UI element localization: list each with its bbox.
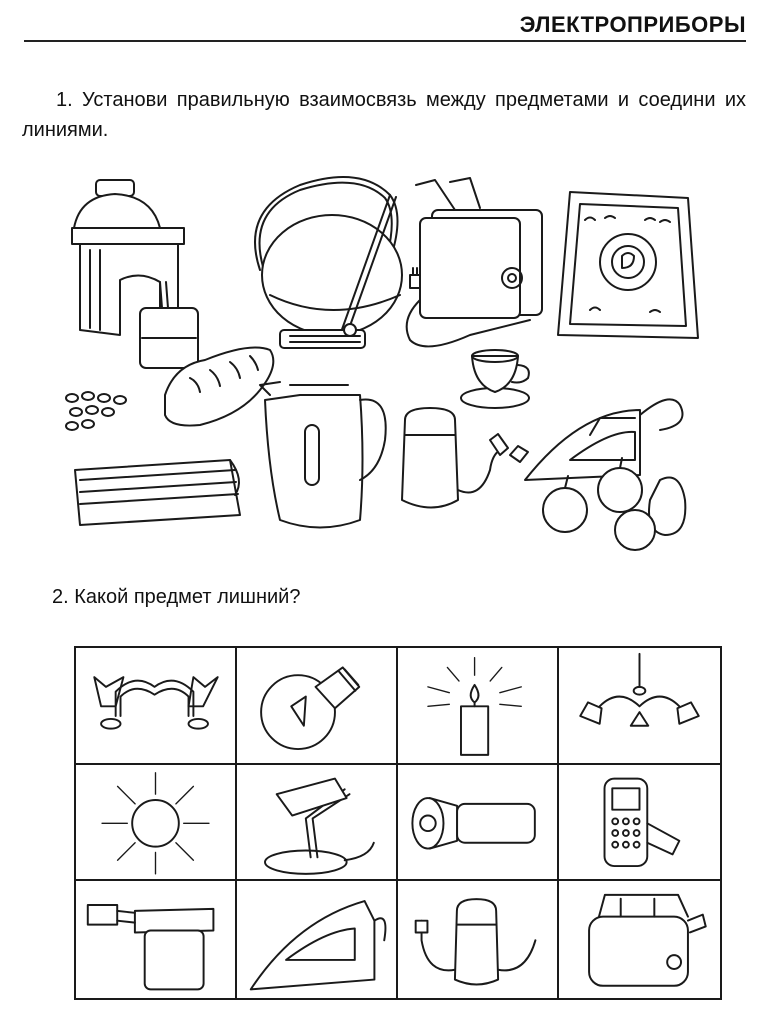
toaster-icon[interactable] (407, 178, 542, 346)
grid-cell-chandelier[interactable] (559, 648, 720, 765)
grid-cell-coffee-grinder[interactable] (398, 881, 559, 998)
kettle-icon[interactable] (260, 382, 386, 528)
page-header (24, 10, 746, 42)
mobile-phone-icon (559, 765, 720, 880)
wall-sconce-icon (76, 648, 235, 763)
toaster-icon (559, 881, 720, 998)
coffee-grinder-icon (398, 881, 557, 998)
grid-cell-iron[interactable] (237, 881, 398, 998)
towels-icon[interactable] (75, 460, 240, 525)
grid-cell-desk-lamp[interactable] (237, 765, 398, 882)
candle-icon (398, 648, 557, 763)
desk-lamp-icon (237, 765, 396, 880)
task-1-instruction: 1. Установи правильную взаимосвязь между предметами и соедини их линиями. (22, 89, 746, 141)
grid-cell-sun[interactable] (76, 765, 237, 882)
vacuum-cleaner-icon[interactable] (255, 177, 402, 348)
rug-icon[interactable] (558, 192, 698, 338)
mixer-icon (76, 881, 235, 998)
iron-icon[interactable] (525, 399, 683, 480)
sun-icon (76, 765, 235, 880)
cup-icon[interactable] (461, 350, 529, 408)
grid-cell-toaster[interactable] (559, 881, 720, 998)
task-1-illustration (60, 170, 710, 565)
grid-cell-wall-sconce[interactable] (76, 648, 237, 765)
coffee-beans-icon[interactable] (66, 392, 126, 430)
flashlight-icon (398, 765, 557, 880)
light-bulb-icon (237, 648, 396, 763)
chandelier-icon (559, 648, 720, 763)
task-2-instruction: 2. Какой предмет лишний? (52, 586, 301, 608)
juicer-icon[interactable] (72, 180, 198, 368)
grid-cell-light-bulb[interactable] (237, 648, 398, 765)
page-title: ЭЛЕКТРОПРИБОРЫ (519, 12, 746, 37)
odd-one-out-grid (74, 646, 722, 1000)
iron-icon (237, 881, 396, 998)
grid-cell-mixer[interactable] (76, 881, 237, 998)
grid-cell-mobile-phone[interactable] (559, 765, 720, 882)
coffee-grinder-icon[interactable] (402, 408, 528, 508)
grid-cell-flashlight[interactable] (398, 765, 559, 882)
grid-cell-candle[interactable] (398, 648, 559, 765)
